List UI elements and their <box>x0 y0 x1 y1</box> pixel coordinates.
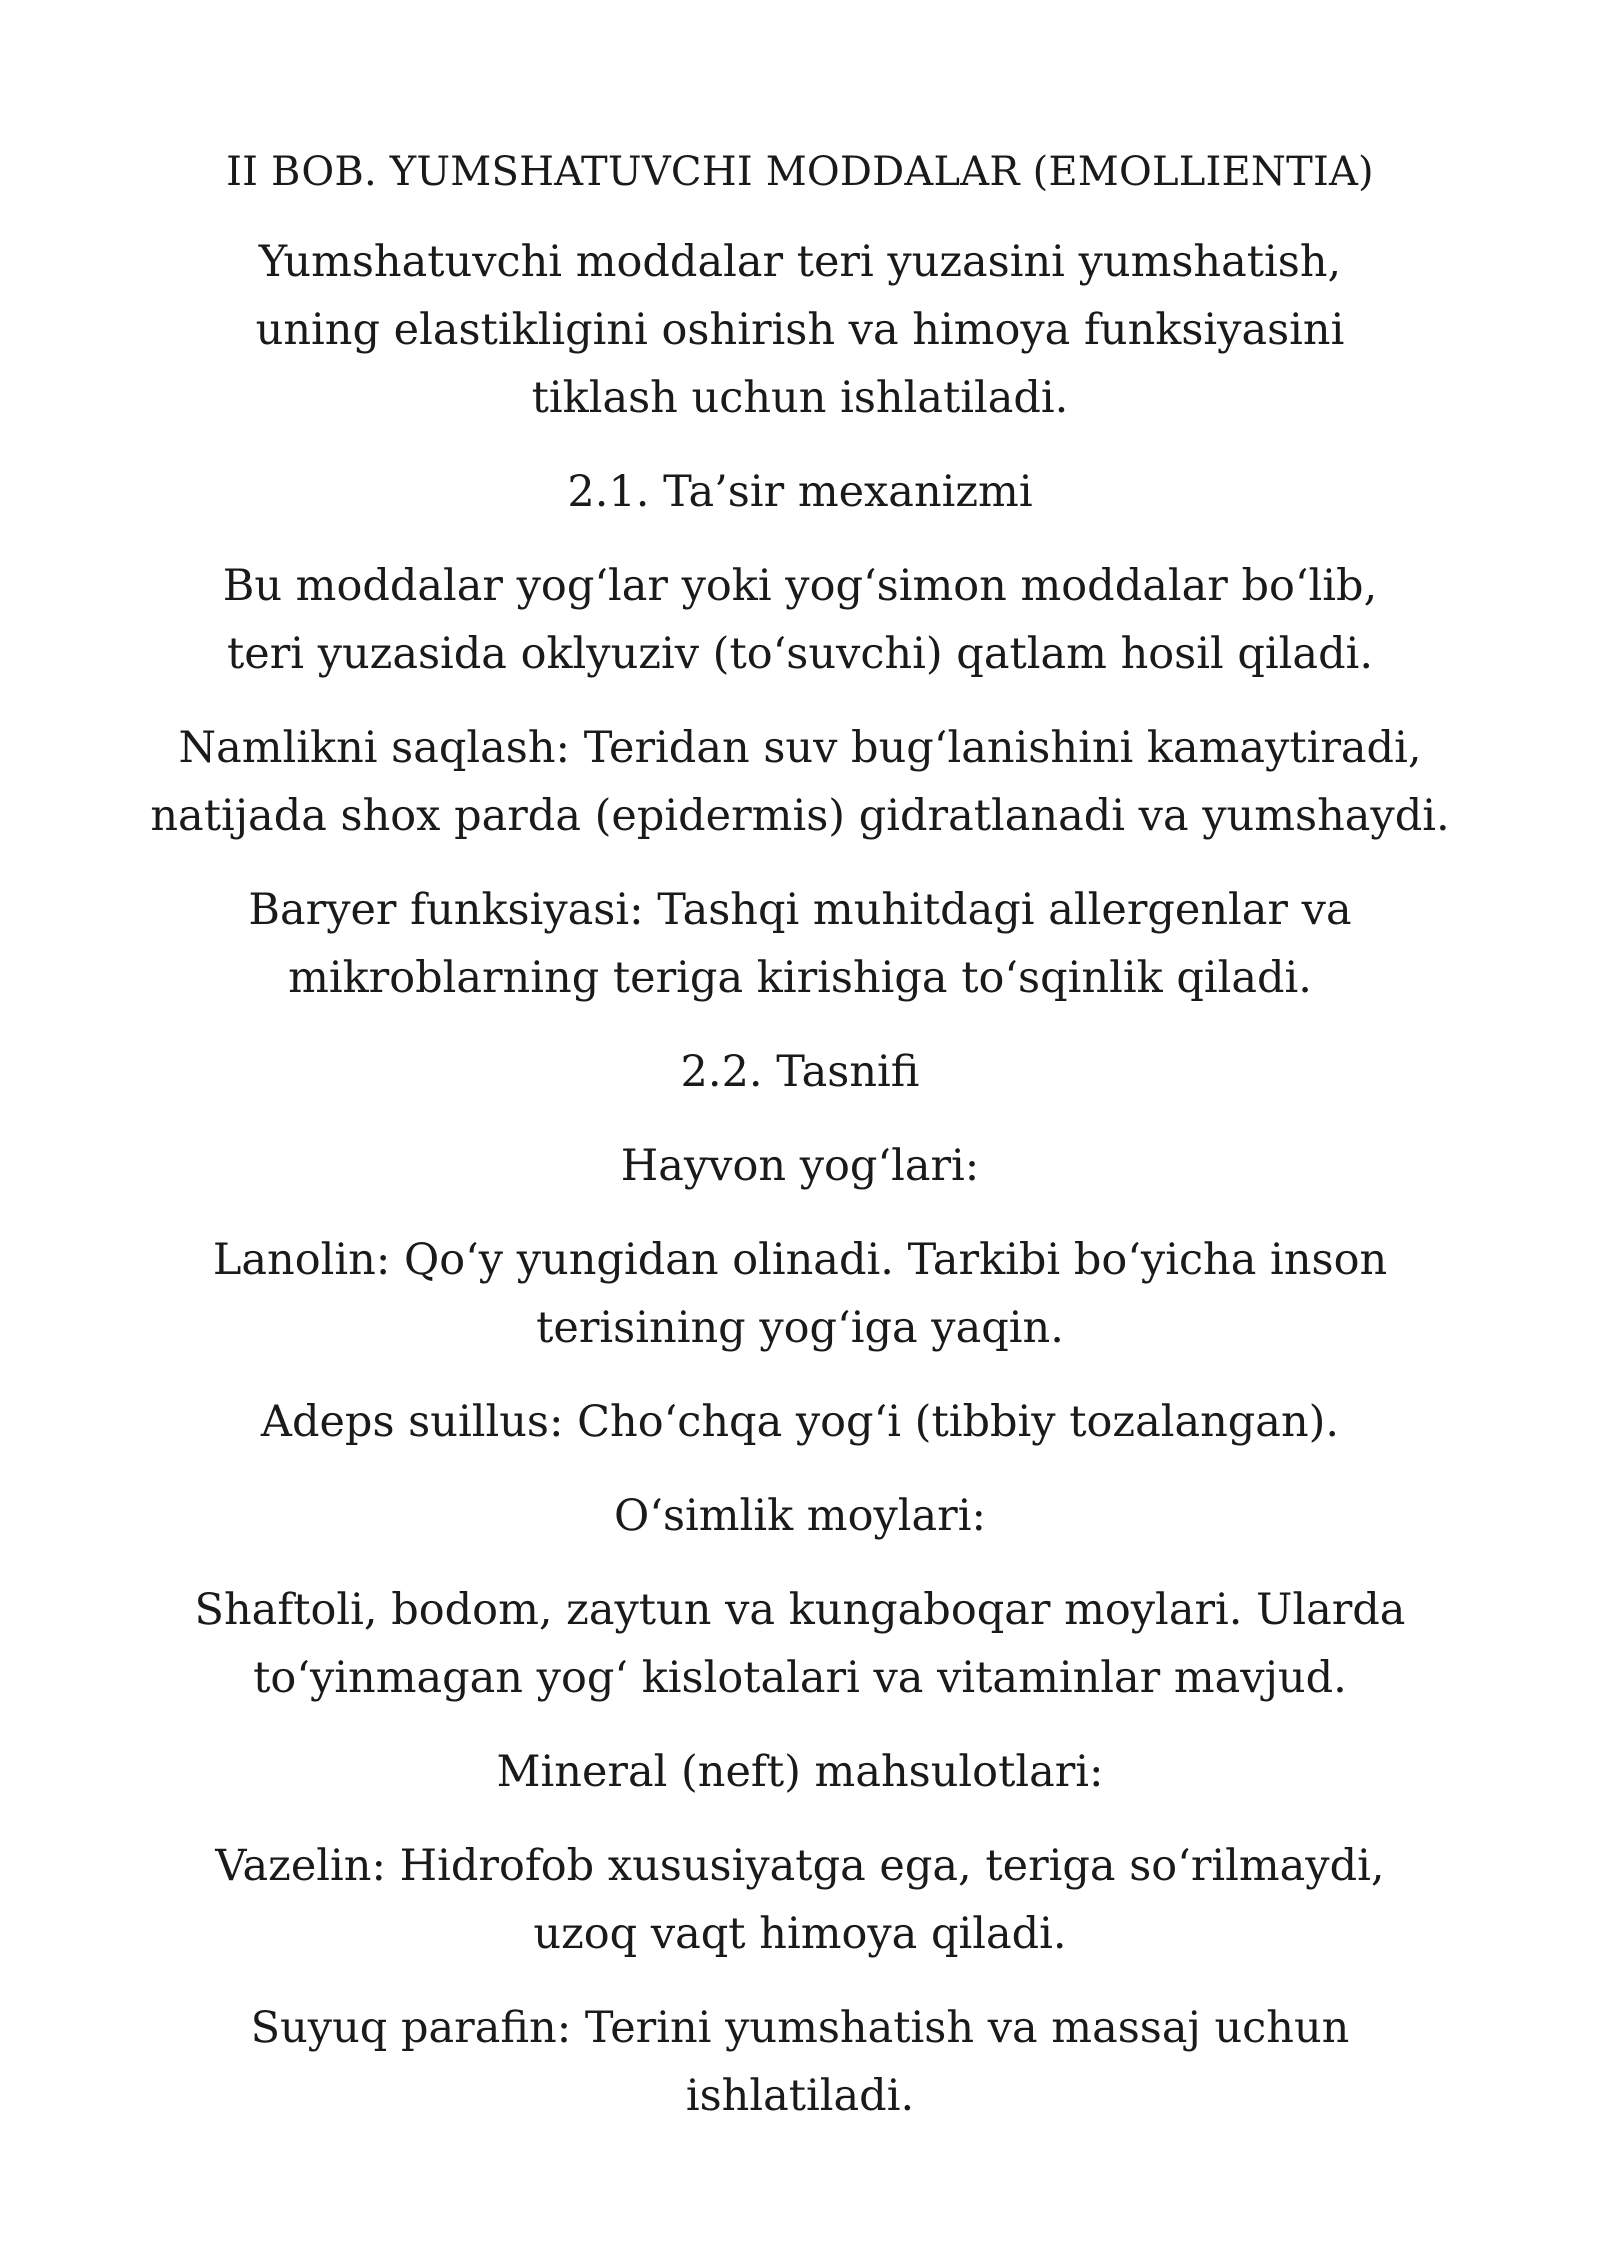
subheading-animal-fats: Hayvon yog‘lari: <box>620 1141 980 1191</box>
lanolin-paragraph: Lanolin: Qo‘y yungidan olinadi. Tarkibi bo‘yicha inson terisining yog‘iga yaqin. <box>212 1235 1388 1353</box>
subheading-plant-oils: O‘simlik moylari: <box>614 1491 986 1541</box>
chapter-title: II BOB. YUMSHATUVCHI MODDALAR (EMOLLIENTIA) <box>226 149 1374 195</box>
intro-paragraph: Yumshatuvchi moddalar teri yuzasini yumshatish, uning elastikligini oshirish va himoya funksiyasini tiklash uchun ishlatiladi. <box>255 237 1345 423</box>
mechanism-paragraph: Bu moddalar yog‘lar yoki yog‘simon moddalar bo‘lib, teri yuzasida oklyuziv (to‘suvchi) qatlam hosil qiladi. <box>222 561 1378 679</box>
adeps-paragraph: Adeps suillus: Cho‘chqa yog‘i (tibbiy tozalangan). <box>260 1397 1340 1447</box>
subheading-mineral-products: Mineral (neft) mahsulotlari: <box>496 1747 1104 1797</box>
paraffin-paragraph: Suyuq parafin: Terini yumshatish va massaj uchun ishlatiladi. <box>250 2003 1350 2121</box>
plant-oils-paragraph: Shaftoli, bodom, zaytun va kungaboqar moylari. Ularda to‘yinmagan yog‘ kislotalari va vitaminlar mavjud. <box>194 1585 1406 1703</box>
section-heading-mechanism: 2.1. Ta’sir mexanizmi <box>567 467 1033 517</box>
vaseline-paragraph: Vazelin: Hidrofob xususiyatga ega, teriga so‘rilmaydi, uzoq vaqt himoya qiladi. <box>215 1841 1385 1959</box>
moisture-paragraph: Namlikni saqlash: Teridan suv bug‘lanishini kamaytiradi, natijada shox parda (epidermis) gidratlanadi va yumshaydi. <box>150 723 1450 841</box>
section-heading-classification: 2.2. Tasnifi <box>680 1047 920 1097</box>
barrier-paragraph: Baryer funksiyasi: Tashqi muhitdagi allergenlar va mikroblarning teriga kirishiga to‘sqinlik qiladi. <box>248 885 1352 1003</box>
